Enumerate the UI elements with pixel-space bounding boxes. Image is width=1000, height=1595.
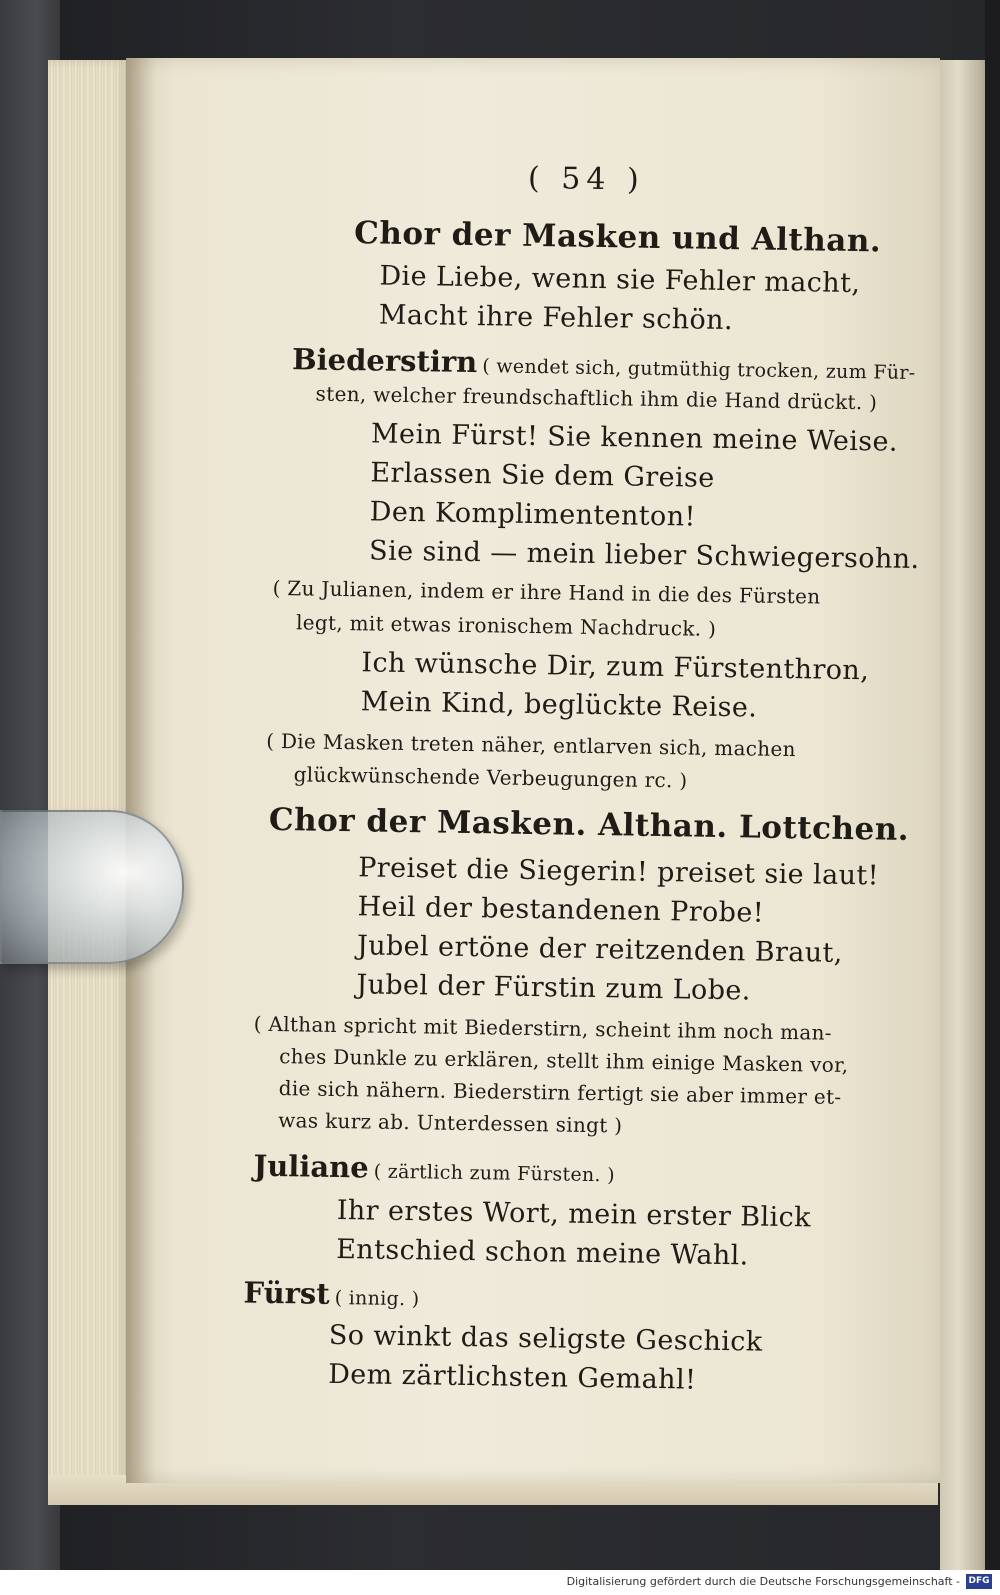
scanner-right-edge [985, 0, 1000, 1570]
speaker-name: Biederstirn [291, 342, 478, 380]
stage-direction: sten, welcher freundschaftlich ihm die Hand drückt. ) [315, 381, 878, 415]
page-number: ( 54 ) [527, 160, 645, 198]
verse-line: Ich wünsche Dir, zum Fürstenthron, [361, 647, 870, 687]
funding-credit: Digitalisierung gefördert durch die Deutsche Forschungsgemeinschaft - [566, 1575, 960, 1588]
stage-direction: die sich nähern. Biederstirn fertigt sie aber immer et- [278, 1076, 842, 1109]
verse-line: Dem zärtlichsten Gemahl! [328, 1358, 697, 1396]
stage-direction: ( zärtlich zum Fürsten. ) [373, 1160, 616, 1187]
dfg-logo-icon: DFG [966, 1574, 992, 1589]
stage-direction: glückwünschende Verbeugungen rc. ) [293, 762, 688, 793]
glass-page-holder [0, 810, 184, 964]
verse-line: Mein Fürst! Sie kennen meine Weise. [370, 418, 899, 458]
verse-line: So winkt das seligste Geschick [328, 1319, 763, 1358]
stage-direction: ( Althan spricht mit Biederstirn, scheint ihm noch man- [253, 1011, 833, 1045]
verse-line: Ihr erstes Wort, mein erster Blick [336, 1194, 812, 1234]
verse-line: Preiset die Siegerin! preiset sie laut! [357, 852, 880, 892]
verse-line: Sie sind — mein lieber Schwiegersohn. [368, 535, 920, 576]
speaker-name: Juliane [253, 1148, 369, 1185]
stage-direction: ( Die Masken treten näher, entlarven sich, machen [266, 728, 796, 762]
stage-direction: ches Dunkle zu erklären, stellt ihm einige Masken vor, [279, 1044, 849, 1078]
verse-line: Jubel ertöne der reitzenden Braut, [356, 930, 844, 969]
verse-line: Erlassen Sie dem Greise [370, 457, 715, 494]
stage-direction: was kurz ab. Unterdessen singt ) [278, 1108, 623, 1138]
stage-direction: ( Zu Julianen, indem er ihre Hand in die des Fürsten [272, 575, 821, 609]
verse-line: Jubel der Fürstin zum Lobe. [356, 969, 751, 1007]
heading-chor-lottchen: Chor der Masken. Althan. Lottchen. [268, 801, 910, 848]
speaker-line-juliane [253, 1149, 615, 1189]
heading-chor-althan: Chor der Masken und Althan. [353, 215, 882, 260]
verse-line: Mein Kind, beglückte Reise. [360, 686, 758, 724]
verse-line: Den Komplimententon! [369, 496, 697, 533]
verse-line: Die Liebe, wenn sie Fehler macht, [379, 260, 861, 300]
speaker-name: Fürst [243, 1275, 330, 1311]
page-text [113, 52, 949, 1490]
verse-line: Entschied schon meine Wahl. [335, 1233, 749, 1272]
footer-bar [0, 1570, 1000, 1595]
verse-line: Heil der bestandenen Probe! [357, 891, 765, 929]
stage-direction: legt, mit etwas ironischem Nachdruck. ) [295, 610, 717, 641]
speaker-line-fuerst [243, 1276, 420, 1313]
verse-line: Macht ihre Fehler schön. [378, 299, 734, 337]
speaker-line-biederstirn [292, 342, 916, 386]
stage-direction: ( wendet sich, gutmüthig trocken, zum Für- [482, 355, 916, 384]
stage-direction: ( innig. ) [334, 1286, 420, 1311]
